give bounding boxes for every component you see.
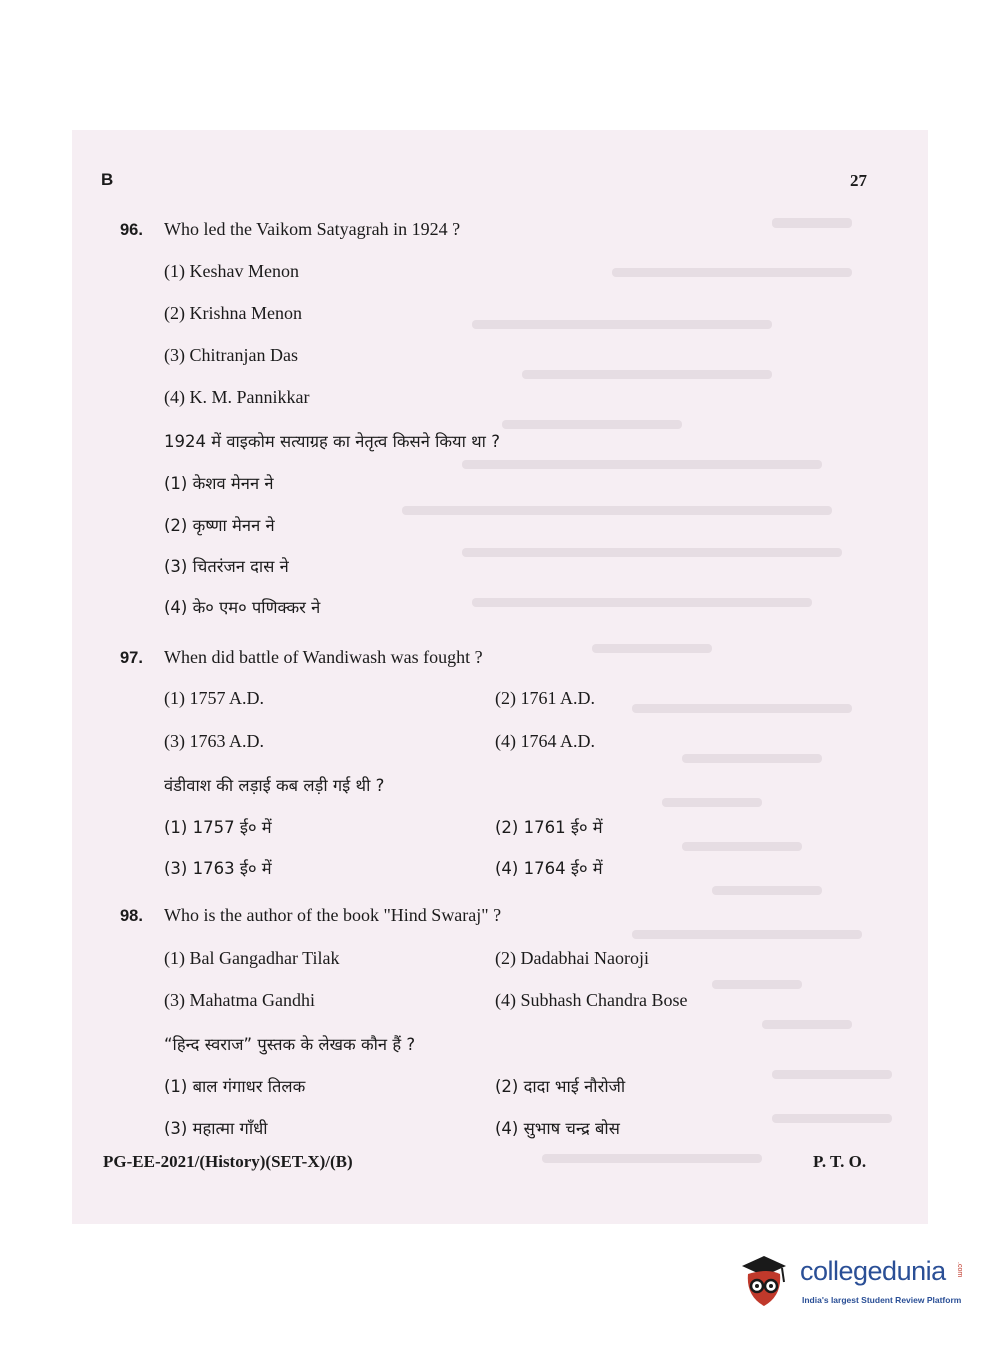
option-text-hindi: (3) महात्मा गाँधी xyxy=(164,1119,268,1138)
question-number: 96. xyxy=(120,221,143,239)
question-text-hindi: 1924 में वाइकोम सत्याग्रह का नेतृत्व किसने किया था ? xyxy=(164,432,500,451)
option-text: (1) Keshav Menon xyxy=(164,261,299,281)
bleed-through-texture xyxy=(72,130,928,1224)
option-text-hindi: (2) दादा भाई नौरोजी xyxy=(495,1077,626,1096)
question-text-hindi: वंडीवाश की लड़ाई कब लड़ी गई थी ? xyxy=(164,776,385,795)
question-text: Who led the Vaikom Satyagrah in 1924 ? xyxy=(164,219,461,239)
option-text: (4) Subhash Chandra Bose xyxy=(495,990,688,1010)
option-text: (3) Chitranjan Das xyxy=(164,345,298,365)
pto-label: P. T. O. xyxy=(813,1152,867,1171)
option-text-hindi: (3) चितरंजन दास ने xyxy=(164,557,289,576)
option-text: (4) 1764 A.D. xyxy=(495,731,595,751)
question-number: 97. xyxy=(120,649,143,667)
option-text-hindi: (2) कृष्णा मेनन ने xyxy=(164,516,275,535)
student-mascot-icon xyxy=(738,1252,798,1312)
option-text-hindi: (4) के० एम० पणिक्कर ने xyxy=(164,598,321,617)
option-text-hindi: (3) 1763 ई० में xyxy=(164,859,272,878)
option-text: (2) Krishna Menon xyxy=(164,303,302,323)
question-text-hindi: “हिन्द स्वराज” पुस्तक के लेखक कौन हैं ? xyxy=(164,1035,416,1054)
brand-tagline: India's largest Student Review Platform xyxy=(802,1295,962,1305)
collegedunia-logo xyxy=(738,1248,968,1318)
option-text: (2) Dadabhai Naoroji xyxy=(495,948,649,968)
option-text: (1) 1757 A.D. xyxy=(164,688,264,708)
page-number: 27 xyxy=(850,171,867,190)
question-text: When did battle of Wandiwash was fought ? xyxy=(164,647,483,667)
option-text: (4) K. M. Pannikkar xyxy=(164,387,310,407)
option-text-hindi: (2) 1761 ई० में xyxy=(495,818,603,837)
option-text: (2) 1761 A.D. xyxy=(495,688,595,708)
question-text: Who is the author of the book "Hind Swaraj" ? xyxy=(164,905,502,925)
question-number: 98. xyxy=(120,907,143,925)
option-text-hindi: (1) केशव मेनन ने xyxy=(164,474,274,493)
exam-page xyxy=(72,130,928,1224)
option-text: (3) 1763 A.D. xyxy=(164,731,264,751)
option-text: (1) Bal Gangadhar Tilak xyxy=(164,948,340,968)
brand-domain: .com xyxy=(956,1262,963,1278)
option-text-hindi: (4) सुभाष चन्द्र बोस xyxy=(495,1119,620,1138)
option-text-hindi: (1) बाल गंगाधर तिलक xyxy=(164,1077,306,1096)
exam-code: PG-EE-2021/(History)(SET-X)/(B) xyxy=(103,1152,353,1171)
set-letter: B xyxy=(101,170,114,189)
option-text: (3) Mahatma Gandhi xyxy=(164,990,315,1010)
option-text-hindi: (4) 1764 ई० में xyxy=(495,859,603,878)
option-text-hindi: (1) 1757 ई० में xyxy=(164,818,272,837)
brand-name: collegedunia xyxy=(800,1256,946,1286)
